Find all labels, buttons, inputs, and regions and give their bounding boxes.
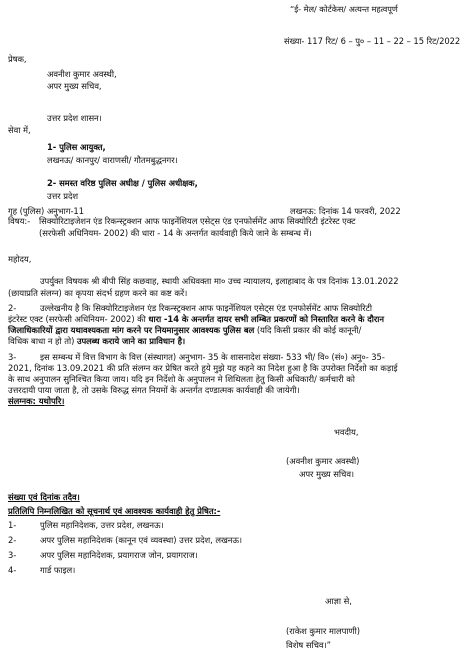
- recipient-2-state: उत्तर प्रदेश: [47, 191, 79, 201]
- para2-line-2: इंटरेस्ट एक्ट (सरफेसी अधिनियम- 2002) की धारा -14 के अन्तर्गत दायर सभी लम्बित प्रकरणों को निस्तारित करने के दौरान: [8, 314, 385, 324]
- signatory-name: (अवनीश कुमार अवस्थी): [286, 456, 360, 466]
- copy-item-3-text: अपर पुलिस महानिदेशक, प्रयागराज जोन, प्रयागराज।: [40, 550, 198, 560]
- signatory-designation: अपर मुख्य सचिव।: [299, 469, 355, 479]
- copy-item-2-text: अपर पुलिस महानिदेशक (कानून एवं व्यवस्था) उत्तर प्रदेश, लखनऊ।: [40, 535, 243, 545]
- salutation: महोदय,: [8, 254, 32, 264]
- copy-heading: प्रतिलिपि निम्नलिखित को सूचनार्थ एवं आवश्यक कार्यवाही हेतु प्रेषित:-: [8, 506, 221, 516]
- copy-item-4-number: 4-: [8, 565, 17, 575]
- reference-number: संख्या- 117 रिट/ 6 – पु० – 11 – 22 – 15 रिट/2022: [284, 36, 461, 46]
- subject-line-1: सिक्योरिटाइजेशन एंड रिकन्स्ट्रक्शन आफ फाइनेंशियल एसेट्स एंड एनफोर्समेंट आफ सिक्योरिटी इंटरेस्ट एक्ट: [39, 216, 356, 226]
- copy-item-1-number: 1-: [8, 520, 17, 530]
- para3-line-2: 2021, दिनांक 13.09.2021 की प्रति संलग्न कर प्रेषित करते हुये मुझे यह कहने का निदेश हुआ है कि उपरोक्त निर्देशो का कड़ाई: [8, 363, 398, 373]
- copy-number-line: संख्या एवं दिनांक तदैव।: [8, 492, 80, 502]
- para3-line-1: इस सम्बन्ध में वित्त विभाग के वित्त (संस्थागत) अनुभाग- 35 के शासनादेश संख्या- 533 भी/ वि० (सं०) अनु०- 35-: [40, 352, 385, 362]
- sender-designation: अपर मुख्य सचिव,: [47, 81, 102, 91]
- para3-line-3: के साथ अनुपालन सुनिश्चित किया जाय। यदि इन निर्देशो के अनुपालन मे शिथिलता हेतु किसी अधिकारी/ कर्मचारी को: [8, 374, 355, 384]
- recipient-2-heading: 2- समस्त वरिष्ठ पुलिस अधीक्ष / पुलिस अधीक्षक,: [47, 178, 198, 188]
- subject-label: विषय:-: [8, 216, 31, 226]
- para2-line-4: विधिक बाधा न हो तो) उपलब्ध कराये जाने का प्राविधान है।: [8, 336, 186, 346]
- recipient-label: सेवा में,: [8, 125, 31, 135]
- para1-line-2: (छायाप्रति संलग्न) का कृपया संदर्भ ग्रहण करने का कष्ट करें।: [8, 288, 188, 298]
- para3-line-4: उत्तरदायी पाया जाता है, तो उसके विरुद्ध संगत नियमों के अन्तर्गत दण्डात्मक कार्यवाही की जायेगी।: [8, 385, 300, 395]
- copy-item-2-number: 2-: [8, 535, 17, 545]
- classification-line: “ई- मेल/ कोर्टकेस/ अत्यन्त महत्वपूर्ण: [290, 4, 398, 14]
- para2-number: 2-: [8, 303, 17, 313]
- recipient-1-heading: 1- पुलिस आयुक्त,: [47, 142, 106, 152]
- sender-name: अवनीश कुमार अवस्थी,: [47, 69, 117, 79]
- copy-item-4-text: गार्ड फाइल।: [40, 565, 76, 575]
- sender-office: उत्तर प्रदेश शासन।: [47, 113, 102, 123]
- recipient-1-cities: लखनऊ/ कानपुर/ वाराणसी/ गौतमबुद्धनगर।: [47, 155, 178, 165]
- para2-line-1: उल्लेखनीय है कि सिक्योरिटाइजेशन एंड रिकन्स्ट्रक्शन आफ फाइनेंशियल एसेट्स एंड एनफोर्समेंट आफ सिक्योरिटी: [40, 303, 372, 313]
- special-secretary-name: (राकेश कुमार मालपाणी): [286, 626, 360, 636]
- sender-label: प्रेषक,: [8, 54, 27, 64]
- copy-item-1-text: पुलिस महानिदेशक, उत्तर प्रदेश, लखनऊ।: [40, 520, 164, 530]
- letter-date: लखनऊ: दिनांक 14 फरवरी, 2022: [290, 206, 401, 216]
- by-order-line: आज्ञा से,: [325, 596, 352, 606]
- copy-item-3-number: 3-: [8, 550, 17, 560]
- para1-line-1: उपर्युक्त विषयक श्री बीपी सिंह कछवाह, स्थायी अधिवक्ता मा० उच्च न्यायालय, इलाहाबाद के पत्र दिनांक 13.01.2022: [40, 276, 399, 286]
- para3-number: 3-: [8, 352, 17, 362]
- closing-yours: भवदीय,: [334, 427, 359, 437]
- department-section: गृह (पुलिस) अनुभाग-11: [8, 206, 84, 216]
- enclosure-note: संलग्नक: यथोपरि।: [8, 396, 65, 406]
- para2-line-3: जिलाधिकारियों द्वारा यथावश्यकता मांग करने पर नियमानुसार आवश्यक पुलिस बल (यदि किसी प्रकार की कोई कानूनी/: [8, 325, 362, 335]
- special-secretary-designation: विशेष सचिव।”: [286, 640, 331, 650]
- subject-line-2: (सरफेसी अधिनियम- 2002) की धारा - 14 के अन्तर्गत कार्यवाही किये जाने के सम्बन्ध में।: [39, 228, 312, 238]
